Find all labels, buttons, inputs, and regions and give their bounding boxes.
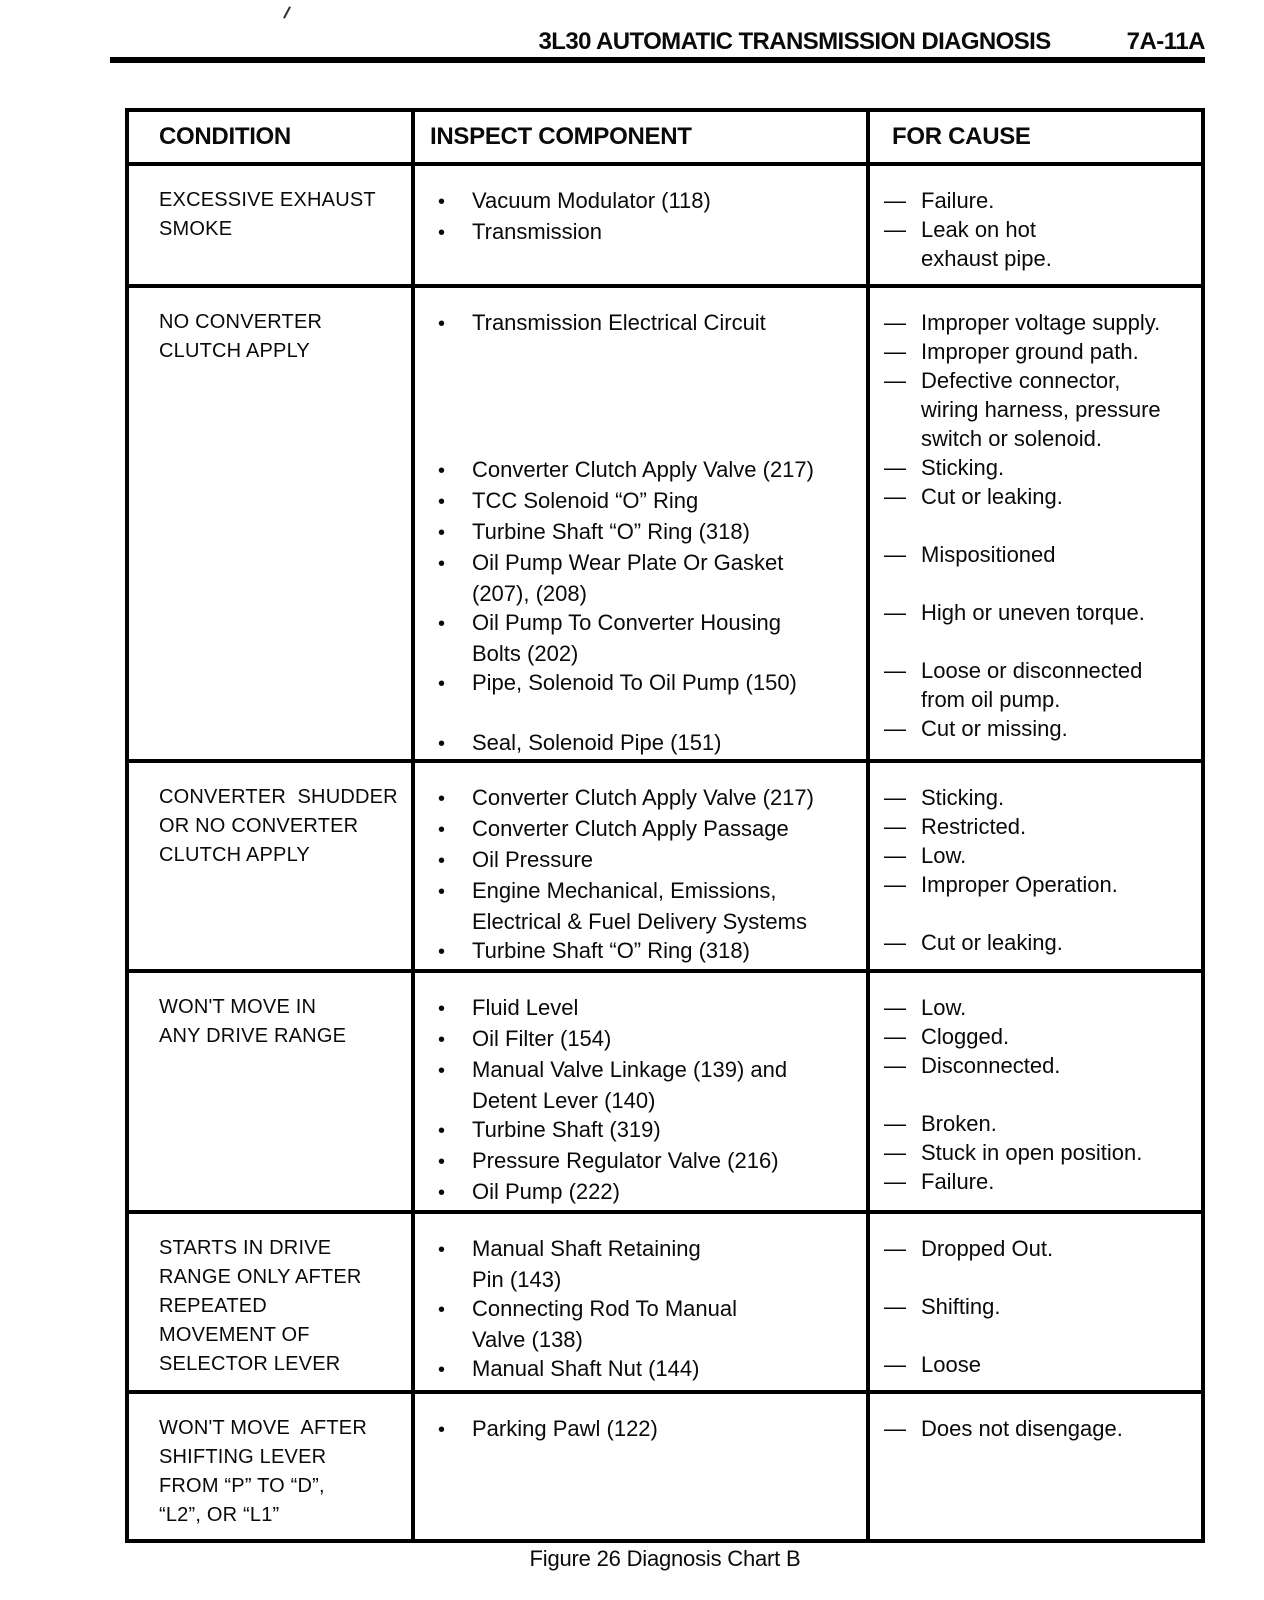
table-row [129, 284, 1201, 759]
page-header-title: 3L30 AUTOMATIC TRANSMISSION DIAGNOSIS [538, 28, 1051, 55]
line-text: Sticking. [921, 785, 1005, 810]
cause-cell [870, 973, 1201, 1210]
bullet-icon: • [438, 191, 446, 213]
table-line [438, 728, 860, 759]
bullet-icon: • [438, 998, 446, 1020]
bullet-icon: • [438, 613, 446, 635]
dash-icon: — [884, 814, 906, 839]
line-text: Cut or leaking. [921, 484, 1063, 509]
line-text: Failure. [921, 1169, 995, 1194]
table-line [884, 424, 1195, 453]
bullet-icon: • [438, 1419, 446, 1441]
dash-icon: — [884, 1111, 906, 1136]
column-header-for-cause: FOR CAUSE [892, 123, 1031, 150]
bullet-icon: • [438, 313, 446, 335]
table-line [438, 639, 860, 668]
line-text: Cut or leaking. [921, 930, 1063, 955]
table-line [884, 482, 1195, 511]
table-line: ANY DRIVE RANGE [159, 1025, 347, 1047]
table-line [884, 1350, 1195, 1379]
bullet-icon: • [438, 1029, 446, 1051]
line-text: from oil pump. [921, 687, 1061, 712]
component-cell [415, 1214, 870, 1390]
table-row [129, 1210, 1201, 1390]
table-line [884, 186, 1195, 215]
table-line [884, 1022, 1195, 1051]
table-line [438, 397, 860, 426]
table-line: REPEATED [159, 1295, 267, 1317]
line-text: Valve (138) [472, 1327, 583, 1352]
line-text: Oil Filter (154) [472, 1026, 612, 1051]
line-text: Fluid Level [472, 995, 579, 1020]
condition-cell [129, 166, 415, 284]
dash-icon: — [884, 368, 906, 393]
dash-icon: — [884, 1416, 906, 1441]
dash-icon: — [884, 995, 906, 1020]
cause-cell [870, 1214, 1201, 1390]
dash-icon: — [884, 1236, 906, 1261]
page-header [125, 28, 1205, 56]
table-line [438, 1265, 860, 1294]
line-text: Dropped Out. [921, 1236, 1054, 1261]
table-line [438, 186, 860, 217]
line-text: Loose [921, 1352, 981, 1377]
table-line: RANGE ONLY AFTER [159, 1266, 362, 1288]
dash-icon: — [884, 484, 906, 509]
dash-icon: — [884, 188, 906, 213]
line-text: Failure. [921, 188, 995, 213]
line-text: Shifting. [921, 1294, 1001, 1319]
table-line [884, 395, 1195, 424]
table-line [438, 368, 860, 397]
table-line [884, 627, 1195, 656]
table-line: WON'T MOVE IN [159, 996, 317, 1018]
table-line [884, 366, 1195, 395]
line-text: Low. [921, 843, 967, 868]
dash-icon: — [884, 843, 906, 868]
page-number: 7A-11A [1126, 28, 1205, 55]
bullet-icon: • [438, 460, 446, 482]
line-text: Disconnected. [921, 1053, 1061, 1078]
line-text: (207), (208) [472, 581, 587, 606]
table-row [129, 969, 1201, 1210]
table-line [438, 455, 860, 486]
table-line [438, 845, 860, 876]
component-cell [415, 973, 870, 1210]
table-line [884, 453, 1195, 482]
line-text: Vacuum Modulator (118) [472, 188, 711, 213]
table-line: “L2”, OR “L1” [159, 1504, 280, 1526]
table-line [438, 814, 860, 845]
table-line [438, 608, 860, 639]
table-line [438, 1234, 860, 1265]
condition-cell [129, 1214, 415, 1390]
table-line [438, 1055, 860, 1086]
dash-icon: — [884, 1169, 906, 1194]
table-line: STARTS IN DRIVE [159, 1237, 332, 1259]
stray-pen-mark [283, 6, 291, 18]
component-cell [415, 1394, 870, 1539]
bullet-icon: • [438, 1120, 446, 1142]
line-text: Leak on hot [921, 217, 1036, 242]
table-line [884, 1138, 1195, 1167]
table-line [884, 714, 1195, 743]
table-line [438, 1294, 860, 1325]
line-text: switch or solenoid. [921, 426, 1102, 451]
table-line [884, 1109, 1195, 1138]
line-text: High or uneven torque. [921, 600, 1145, 625]
table-line [438, 308, 860, 339]
dash-icon: — [884, 455, 906, 480]
dash-icon: — [884, 542, 906, 567]
bullet-icon: • [438, 881, 446, 903]
condition-cell [129, 973, 415, 1210]
line-text: Oil Pump (222) [472, 1179, 620, 1204]
dash-icon: — [884, 716, 906, 741]
table-line [884, 1080, 1195, 1109]
dash-icon: — [884, 785, 906, 810]
table-line: SELECTOR LEVER [159, 1353, 341, 1375]
bullet-icon: • [438, 553, 446, 575]
table-line [884, 569, 1195, 598]
table-line: OR NO CONVERTER [159, 815, 359, 837]
line-text: Does not disengage. [921, 1416, 1123, 1441]
table-line [884, 540, 1195, 569]
dash-icon: — [884, 1053, 906, 1078]
table-line [884, 993, 1195, 1022]
line-text: Manual Shaft Retaining [472, 1236, 701, 1261]
table-line [884, 656, 1195, 685]
table-line [884, 899, 1195, 928]
line-text: Oil Pump Wear Plate Or Gasket [472, 550, 784, 575]
table-line [884, 244, 1195, 273]
bullet-icon: • [438, 733, 446, 755]
line-text: Defective connector, [921, 368, 1121, 393]
figure-caption: Figure 26 Diagnosis Chart B [529, 1546, 801, 1571]
line-text: Transmission Electrical Circuit [472, 310, 766, 335]
line-text: Loose or disconnected [921, 658, 1143, 683]
line-text: Detent Lever (140) [472, 1088, 656, 1113]
line-text: Manual Valve Linkage (139) and [472, 1057, 788, 1082]
bullet-icon: • [438, 1299, 446, 1321]
table-line: CLUTCH APPLY [159, 340, 310, 362]
dash-icon: — [884, 339, 906, 364]
table-line [884, 1167, 1195, 1196]
line-text: Pin (143) [472, 1267, 562, 1292]
bullet-icon: • [438, 1060, 446, 1082]
line-text: Electrical & Fuel Delivery Systems [472, 909, 807, 934]
table-line [438, 993, 860, 1024]
table-line [438, 1177, 860, 1208]
table-line [884, 1234, 1195, 1263]
table-line [884, 1292, 1195, 1321]
line-text: Low. [921, 995, 967, 1020]
table-line: MOVEMENT OF [159, 1324, 310, 1346]
dash-icon: — [884, 872, 906, 897]
table-line [438, 907, 860, 936]
table-line: CLUTCH APPLY [159, 844, 310, 866]
column-header-condition: CONDITION [129, 112, 415, 162]
table-line [884, 598, 1195, 627]
column-header-inspect-component: INSPECT COMPONENT [415, 112, 870, 162]
line-text: Seal, Solenoid Pipe (151) [472, 730, 722, 755]
line-text: Transmission [472, 219, 602, 244]
condition-cell [129, 288, 415, 759]
table-line [438, 1146, 860, 1177]
line-text: Cut or missing. [921, 716, 1068, 741]
line-text: TCC Solenoid “O” Ring [472, 488, 699, 513]
bullet-icon: • [438, 819, 446, 841]
line-text: Connecting Rod To Manual [472, 1296, 737, 1321]
dash-icon: — [884, 1024, 906, 1049]
table-line [438, 517, 860, 548]
dash-icon: — [884, 600, 906, 625]
dash-icon: — [884, 310, 906, 335]
line-text: Converter Clutch Apply Passage [472, 816, 789, 841]
line-text: Converter Clutch Apply Valve (217) [472, 785, 814, 810]
table-line: SHIFTING LEVER [159, 1446, 327, 1468]
cause-cell [870, 288, 1201, 759]
table-line: WON'T MOVE AFTER [159, 1417, 367, 1439]
component-cell [415, 288, 870, 759]
dash-icon: — [884, 217, 906, 242]
component-cell [415, 166, 870, 284]
table-row [129, 162, 1201, 284]
bullet-icon: • [438, 1151, 446, 1173]
table-line [438, 1115, 860, 1146]
table-line [884, 511, 1195, 540]
line-text: Manual Shaft Nut (144) [472, 1356, 700, 1381]
header-rule [110, 57, 1205, 63]
cause-cell [870, 1394, 1201, 1539]
line-text: Stuck in open position. [921, 1140, 1143, 1165]
bullet-icon: • [438, 673, 446, 695]
condition-cell [129, 1394, 415, 1539]
line-text: Broken. [921, 1111, 997, 1136]
table-line [438, 699, 860, 728]
table-line [884, 308, 1195, 337]
line-text: wiring harness, pressure [921, 397, 1161, 422]
table-line [884, 783, 1195, 812]
bullet-icon: • [438, 222, 446, 244]
table-line [438, 548, 860, 579]
table-line [884, 685, 1195, 714]
line-text: Bolts (202) [472, 641, 579, 666]
table-line [438, 668, 860, 699]
dash-icon: — [884, 1352, 906, 1377]
bullet-icon: • [438, 1182, 446, 1204]
line-text: Pressure Regulator Valve (216) [472, 1148, 779, 1173]
line-text: Turbine Shaft “O” Ring (318) [472, 938, 750, 963]
table-line [438, 1086, 860, 1115]
table-line: FROM “P” TO “D”, [159, 1475, 325, 1497]
line-text: Turbine Shaft “O” Ring (318) [472, 519, 750, 544]
line-text: Restricted. [921, 814, 1027, 839]
bullet-icon: • [438, 522, 446, 544]
table-line [884, 1051, 1195, 1080]
table-line [438, 579, 860, 608]
table-line: CONVERTER SHUDDER [159, 786, 398, 808]
table-line: SMOKE [159, 218, 233, 240]
line-text: Improper Operation. [921, 872, 1118, 897]
cause-cell [870, 763, 1201, 969]
line-text: Improper voltage supply. [921, 310, 1161, 335]
table-line [438, 1325, 860, 1354]
table-line [438, 217, 860, 248]
table-line [884, 337, 1195, 366]
line-text: Pipe, Solenoid To Oil Pump (150) [472, 670, 797, 695]
table-line [884, 1321, 1195, 1350]
table-line [438, 339, 860, 368]
line-text: exhaust pipe. [921, 246, 1052, 271]
table-header-row [129, 112, 1201, 162]
line-text: Improper ground path. [921, 339, 1139, 364]
table-row [129, 759, 1201, 969]
table-line [884, 870, 1195, 899]
bullet-icon: • [438, 1239, 446, 1261]
table-line [438, 876, 860, 907]
line-text: Oil Pressure [472, 847, 594, 872]
line-text: Parking Pawl (122) [472, 1416, 658, 1441]
table-line [438, 486, 860, 517]
dash-icon: — [884, 658, 906, 683]
table-line [884, 928, 1195, 957]
line-text: Converter Clutch Apply Valve (217) [472, 457, 814, 482]
table-line [884, 215, 1195, 244]
cause-cell [870, 166, 1201, 284]
table-row [129, 1390, 1201, 1539]
bullet-icon: • [438, 941, 446, 963]
table-line: EXCESSIVE EXHAUST [159, 189, 376, 211]
line-text: Sticking. [921, 455, 1005, 480]
line-text: Clogged. [921, 1024, 1010, 1049]
table-line [438, 426, 860, 455]
table-line [884, 841, 1195, 870]
table-line [438, 1354, 860, 1385]
bullet-icon: • [438, 788, 446, 810]
dash-icon: — [884, 930, 906, 955]
diagnosis-table [125, 108, 1205, 1543]
component-cell [415, 763, 870, 969]
line-text: Turbine Shaft (319) [472, 1117, 661, 1142]
bullet-icon: • [438, 1359, 446, 1381]
table-line [884, 1263, 1195, 1292]
line-text: Engine Mechanical, Emissions, [472, 878, 777, 903]
dash-icon: — [884, 1294, 906, 1319]
bullet-icon: • [438, 850, 446, 872]
table-line: NO CONVERTER [159, 311, 323, 333]
table-line [438, 1024, 860, 1055]
table-line [884, 812, 1195, 841]
line-text: Oil Pump To Converter Housing [472, 610, 781, 635]
table-line [438, 936, 860, 967]
bullet-icon: • [438, 491, 446, 513]
table-line [438, 783, 860, 814]
condition-cell [129, 763, 415, 969]
line-text: Mispositioned [921, 542, 1056, 567]
dash-icon: — [884, 1140, 906, 1165]
table-line [884, 1414, 1195, 1443]
table-line [438, 1414, 860, 1445]
